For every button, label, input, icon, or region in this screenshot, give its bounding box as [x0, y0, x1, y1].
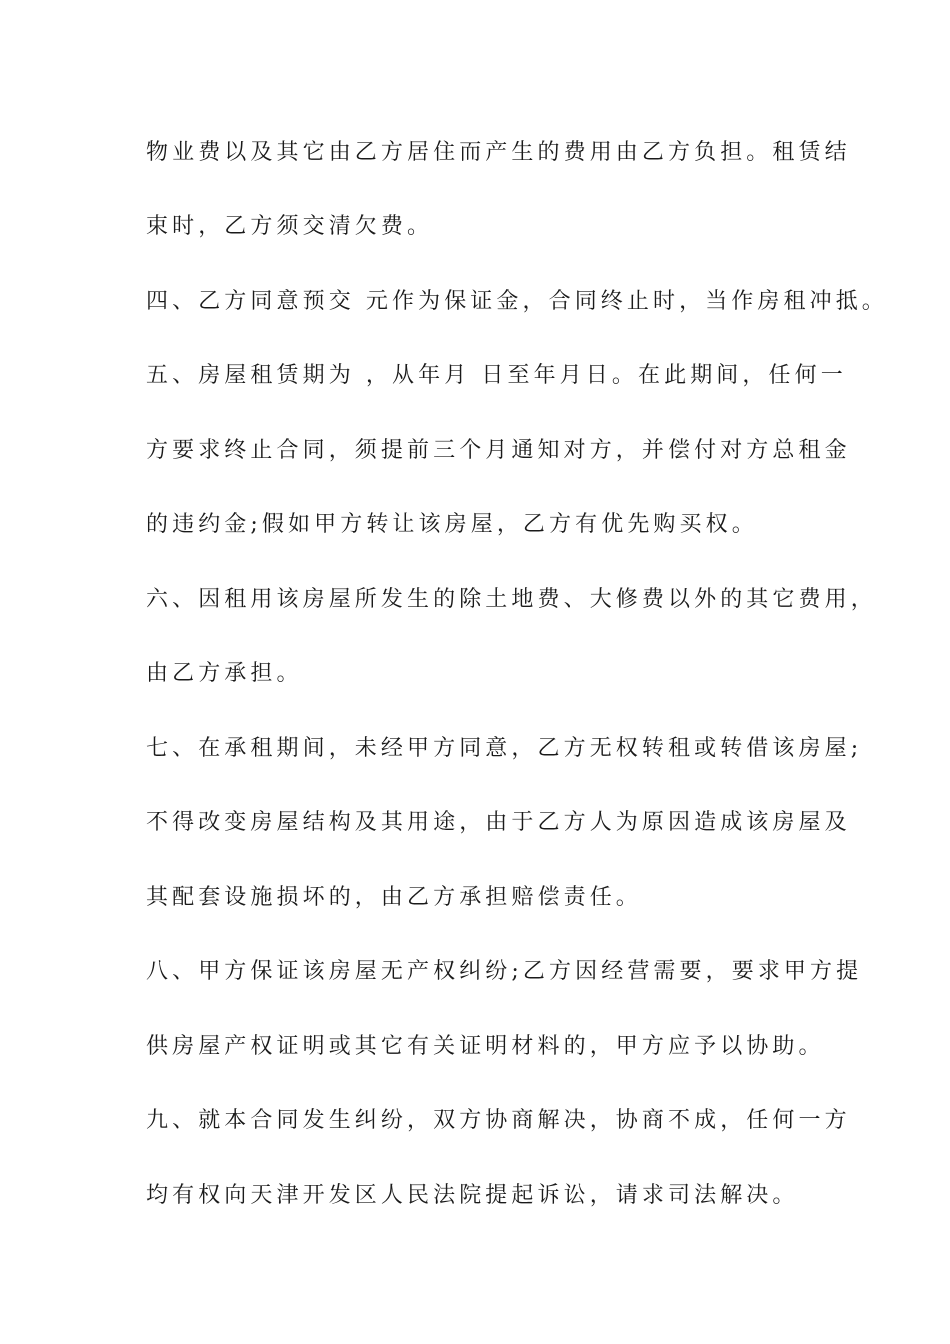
text-line: 由乙方承担。 [146, 661, 303, 686]
text-line: 物业费以及其它由乙方居住而产生的费用由乙方负担。租赁结 [146, 140, 851, 165]
clause-7-line: 七、在承租期间，未经甲方同意，乙方无权转租或转借该房屋; [146, 736, 863, 761]
clause-5-line: 五、房屋租赁期为 ，从年月 日至年月日。在此期间，任何一 [146, 363, 847, 388]
clause-9-line: 九、就本合同发生纠纷，双方协商解决，协商不成，任何一方 [146, 1108, 851, 1133]
text-line: 供房屋产权证明或其它有关证明材料的，甲方应予以协助。 [146, 1034, 825, 1059]
text-line: 束时，乙方须交清欠费。 [146, 214, 434, 239]
clause-8-line: 八、甲方保证该房屋无产权纠纷;乙方因经营需要，要求甲方提 [146, 959, 863, 984]
text-line: 方要求终止合同，须提前三个月通知对方，并偿付对方总租金 [146, 438, 851, 463]
text-line: 均有权向天津开发区人民法院提起诉讼，请求司法解决。 [146, 1183, 799, 1208]
text-line: 不得改变房屋结构及其用途，由于乙方人为原因造成该房屋及 [146, 810, 851, 835]
clause-4-line: 四、乙方同意预交 元作为保证金，合同终止时，当作房租冲抵。 [146, 289, 888, 314]
clause-6-line: 六、因租用该房屋所发生的除土地费、大修费以外的其它费用， [146, 587, 877, 612]
text-line: 其配套设施损坏的，由乙方承担赔偿责任。 [146, 885, 642, 910]
text-line: 的违约金;假如甲方转让该房屋，乙方有优先购买权。 [146, 512, 758, 537]
